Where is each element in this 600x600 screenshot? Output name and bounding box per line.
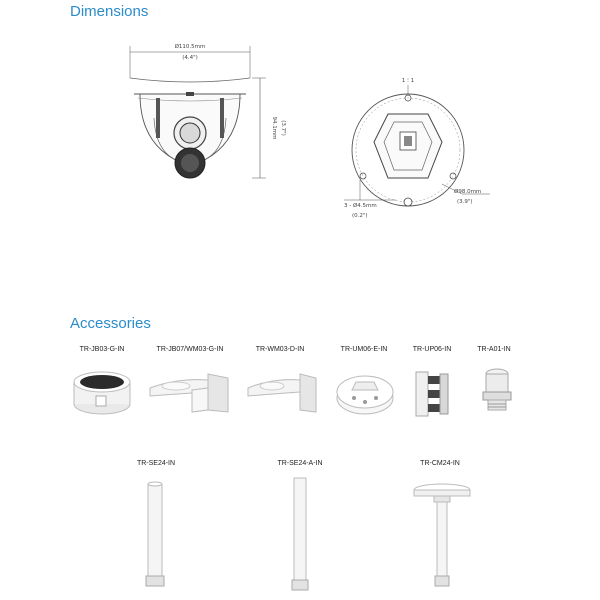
ceiling-mount-pendant-icon [410, 480, 474, 590]
accessory-label: TR-SE24-IN [136, 460, 176, 467]
front-view-drawing [120, 38, 300, 198]
accessory-label: TR-UP06-IN [412, 346, 452, 353]
wall-mount-box-icon [146, 366, 236, 418]
top-hole-mm: 3 - Ø4.5mm [344, 203, 377, 209]
accessories-heading: Accessories [70, 315, 151, 332]
dimensions-heading: Dimensions [70, 3, 149, 20]
accessory-label: TR-A01-IN [477, 346, 511, 353]
universal-mount-plate-icon [334, 370, 396, 418]
top-diameter-in: (3.9") [457, 199, 473, 205]
front-width-in: (4.4") [182, 55, 198, 61]
accessory-label: TR-SE24-A-IN [277, 460, 323, 467]
extension-pole-icon [140, 480, 170, 590]
accessory-label: TR-JB07/WM03-G-IN [156, 346, 224, 353]
cable-gland-icon [480, 366, 514, 414]
front-height-mm: 94.1mm [271, 116, 277, 140]
wall-mount-bracket-icon [244, 366, 320, 418]
top-hole-in: (0.2") [352, 213, 368, 219]
top-diameter-mm: Ø98.0mm [454, 189, 482, 195]
accessory-label: TR-CM24-IN [420, 460, 460, 467]
accessory-label: TR-JB03-G-IN [79, 346, 125, 353]
junction-box-icon [70, 368, 134, 418]
top-view-drawing [330, 72, 500, 232]
front-height-in: (3.7") [280, 120, 286, 136]
top-mark: 1 ⁝ 1 [401, 78, 415, 84]
front-width-mm: Ø110.5mm [174, 44, 206, 50]
long-extension-pole-icon [288, 476, 312, 592]
pole-mount-adapter-icon [410, 368, 458, 420]
accessory-label: TR-WM03-D-IN [255, 346, 305, 353]
accessory-label: TR-UM06-E-IN [340, 346, 388, 353]
